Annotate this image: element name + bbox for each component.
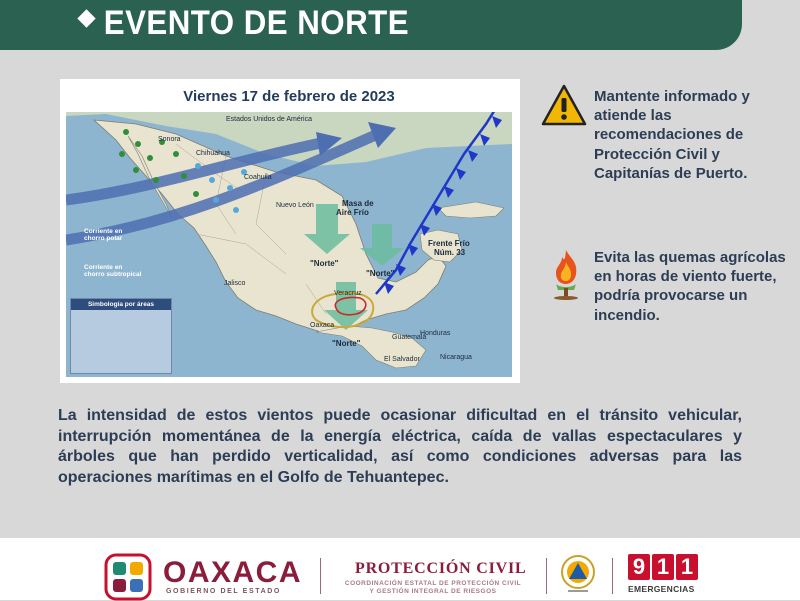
map-label-chihuahua: Chihuahua — [196, 150, 230, 157]
map-label-masa: Masa de — [342, 199, 374, 208]
emergency-label: EMERGENCIAS — [628, 584, 695, 594]
weather-map — [60, 79, 520, 383]
body-paragraph: La intensidad de estos vientos puede ocasionar dificultad en el tránsito vehicular, interrupción momentánea de la energía eléctrica, caída de vallas espectaculares y árboles que han perdido verticalidad, así como condiciones adversas para las operaciones marítimas en el Golfo de Tehuantepec. — [58, 407, 742, 486]
map-title-bar — [66, 84, 512, 112]
map-label-nicaragua: Nicaragua — [440, 354, 472, 361]
emergency-number — [628, 554, 700, 580]
map-area — [66, 84, 512, 377]
warning-icon — [541, 84, 587, 126]
map-label-nuevo-leon: Nuevo León — [276, 202, 314, 209]
map-label-masa-2: Aire Frío — [336, 208, 369, 217]
emergency-digit: 1 — [676, 554, 698, 580]
map-label-sonora: Sonora — [158, 136, 181, 143]
map-label-oaxaca: Oaxaca — [310, 322, 335, 329]
map-label-norte-3: "Norte" — [332, 339, 361, 348]
map-label-jalisco: Jalisco — [224, 280, 246, 287]
oaxaca-logo-icon — [104, 553, 152, 601]
civil-protection-emblem-icon — [560, 554, 596, 594]
proteccion-civil-title: PROTECCIÓN CIVIL — [355, 560, 527, 577]
fire-icon — [550, 248, 582, 300]
map-legend — [70, 298, 172, 374]
tip-stay-informed: Mantente informado y atiende las recomendaciones de Protección Civil y Capitanías de Puerto. — [594, 88, 750, 182]
map-label-usa: Estados Unidos de América — [226, 116, 312, 123]
map-label-corriente-sub: Corriente en — [84, 264, 123, 271]
oaxaca-wordmark: OAXACA — [163, 556, 303, 589]
proteccion-civil-subtitle-2: Y GESTIÓN INTEGRAL DE RIESGOS — [369, 588, 497, 595]
map-label-veracruz: Veracruz — [334, 290, 362, 297]
map-label-honduras: Honduras — [420, 330, 451, 337]
map-label-norte-2: "Norte" — [366, 269, 395, 278]
map-label-coahuila: Coahuila — [244, 174, 272, 181]
footer-divider — [612, 558, 613, 594]
map-label-frente: Frente Frío — [428, 239, 470, 248]
emergency-digit: 9 — [628, 554, 650, 580]
proteccion-civil-subtitle-1: COORDINACIÓN ESTATAL DE PROTECCIÓN CIVIL — [344, 580, 522, 587]
map-label-corriente-sub-2: chorro subtropical — [84, 271, 142, 278]
tip-avoid-burning: Evita las quemas agrícolas en horas de viento fuerte, podría provocarse un incendio. — [594, 249, 786, 324]
map-label-corriente-polar-2: chorro polar — [84, 235, 123, 242]
legend-title: Simbología por áreas — [71, 299, 171, 310]
footer-divider — [546, 558, 547, 594]
map-label-el-salvador: El Salvador — [384, 356, 420, 363]
emergency-digit: 1 — [652, 554, 674, 580]
footer-divider — [320, 558, 321, 594]
map-date-title: Viernes 17 de febrero de 2023 — [183, 88, 395, 105]
map-label-norte-1: "Norte" — [310, 259, 339, 268]
map-label-corriente-polar: Corriente en — [84, 228, 123, 235]
map-label-frente-2: Núm. 33 — [434, 248, 466, 257]
map-label-guatemala: Guatemala — [392, 334, 427, 341]
oaxaca-subtitle: GOBIERNO DEL ESTADO — [166, 588, 281, 595]
page-title: EVENTO DE NORTE — [103, 4, 410, 42]
